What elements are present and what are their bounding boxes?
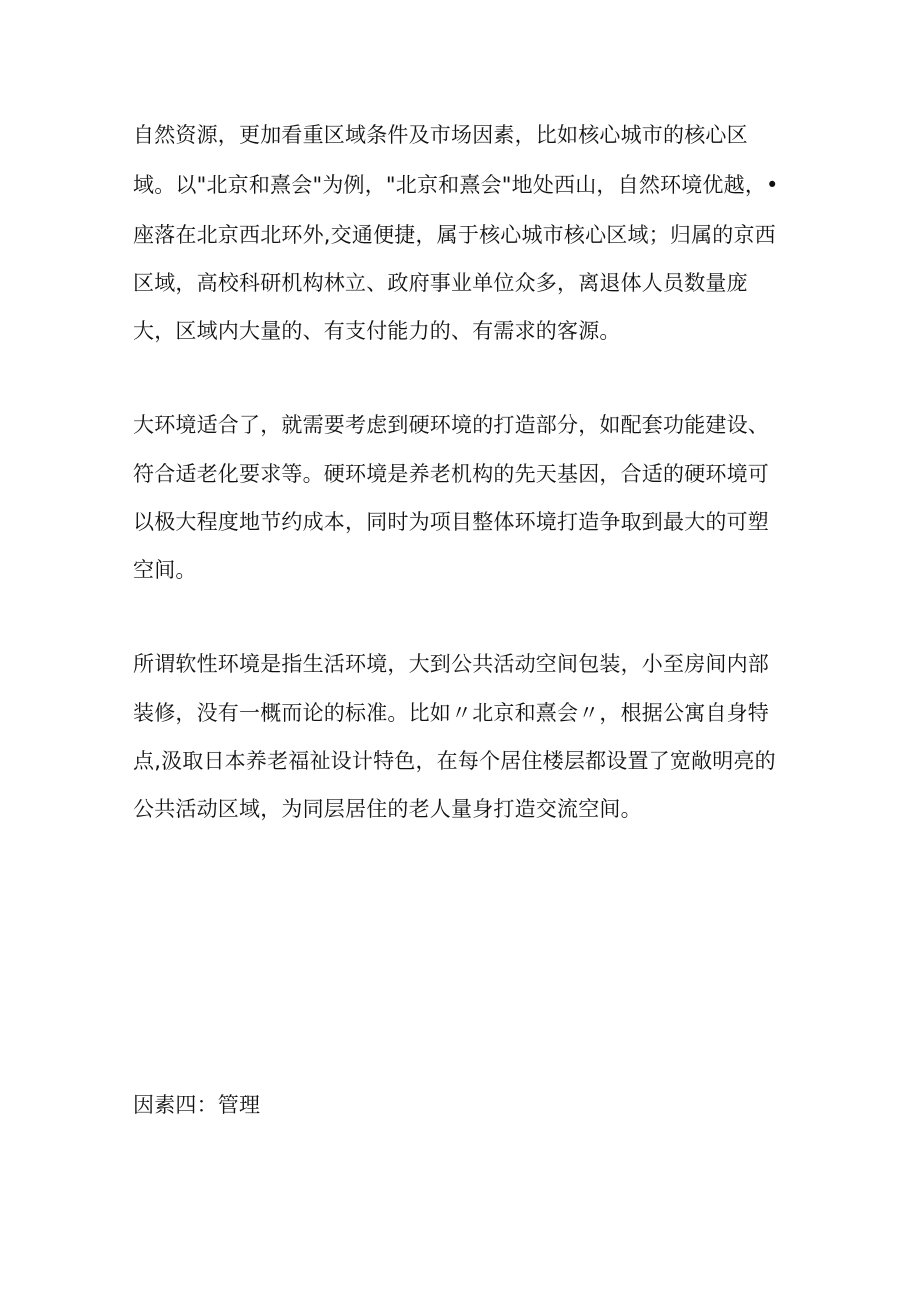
paragraph-line: 座落在北京西北环外,交通便捷，属于核心城市核心区域；归属的京西 — [133, 223, 776, 247]
paragraph-line: 大，区域内大量的、有支付能力的、有需求的客源。 — [133, 319, 621, 343]
paragraph-line: 空间。 — [133, 558, 197, 582]
paragraph-line: 大环境适合了，就需要考虑到硬环境的打造部分，如配套功能建设、 — [133, 413, 769, 437]
paragraph-line: 域。以"北京和熹会"为例，"北京和熹会"地处西山，自然环境优越，• — [133, 173, 779, 197]
paragraph-line: 装修，没有一概而论的标准。比如〃北京和熹会〃，根据公寓自身特 — [133, 701, 769, 725]
paragraph-line: 所谓软性环境是指生活环境，大到公共活动空间包装，小至房间内部 — [133, 652, 769, 676]
paragraph-line: 公共活动区域，为同层居住的老人量身打造交流空间。 — [133, 797, 642, 821]
paragraph-line: 自然资源，更加看重区域条件及市场因素，比如核心城市的核心区 — [133, 123, 748, 147]
paragraph-line: 符合适老化要求等。硬环境是养老机构的先天基因，合适的硬环境可 — [133, 462, 769, 486]
paragraph-line: 区域，高校科研机构林立、政府事业单位众多，离退体人员数量庞 — [133, 271, 748, 295]
paragraph-line: 以极大程度地节约成本，同时为项目整体环境打造争取到最大的可塑 — [133, 510, 769, 534]
paragraph-line: 点,汲取日本养老福祉设计特色，在每个居住楼层都设置了宽敞明亮的 — [133, 749, 776, 773]
section-heading: 因素四：管理 — [133, 1093, 261, 1117]
